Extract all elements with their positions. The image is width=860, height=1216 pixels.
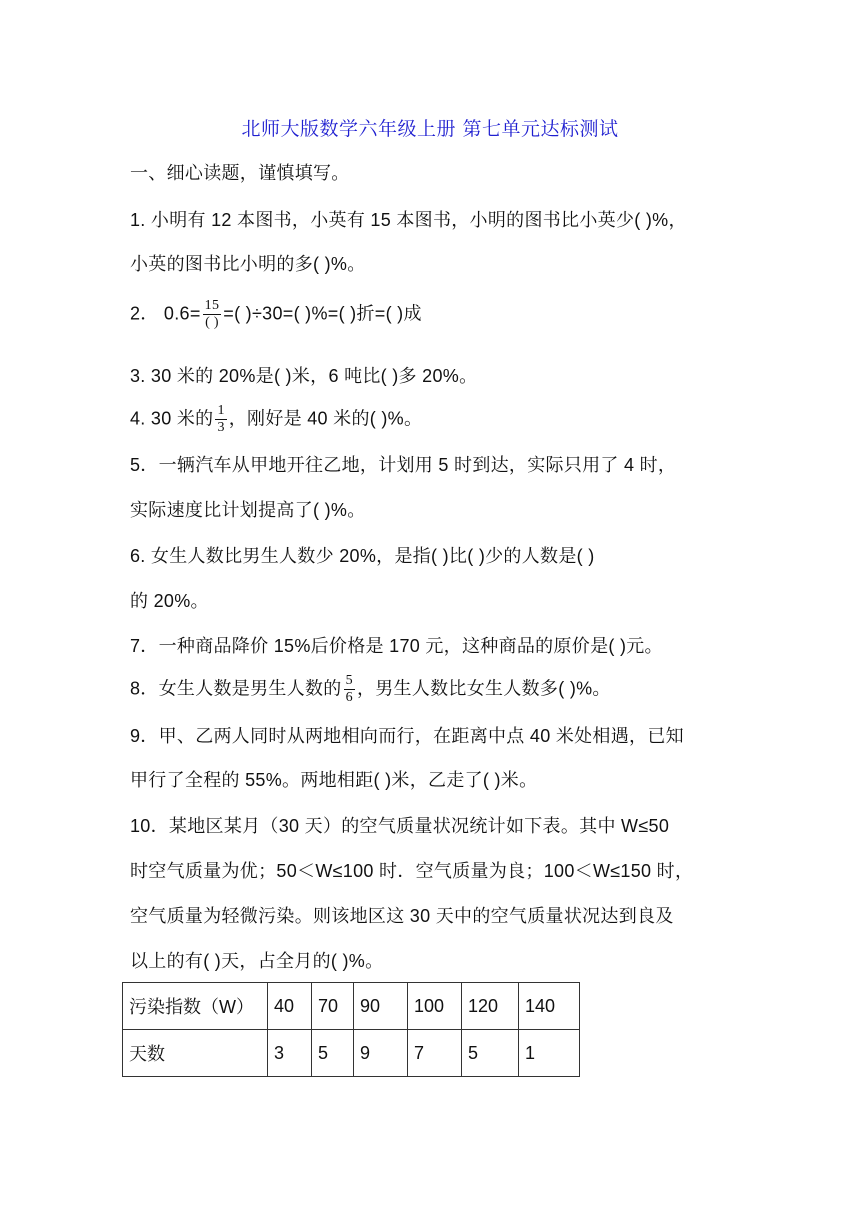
question-2 [130, 298, 422, 331]
fraction-denominator: 3 [217, 420, 225, 435]
table-header-cell: 天数 [123, 1030, 268, 1077]
fraction-numerator: 5 [345, 673, 353, 688]
fraction-numerator: 1 [217, 403, 225, 418]
question-2-rest: =( )÷30=( )%=( )折=( )成 [223, 303, 422, 324]
page-title: 北师大版数学六年级上册 第七单元达标测试 [241, 118, 619, 140]
question-4 [130, 403, 422, 436]
table-header-cell: 污染指数（W） [123, 983, 268, 1030]
question-4-prefix: 4. 30 米的 [130, 408, 214, 429]
table-cell: 1 [519, 1030, 580, 1077]
question-1-line-1: 1. 小明有 12 本图书，小英有 15 本图书，小明的图书比小英少( )%， [130, 210, 687, 230]
question-10-line-1: 10．某地区某月（30 天）的空气质量状况统计如下表。其中 W≤50 [130, 816, 670, 836]
air-quality-table [122, 982, 580, 1077]
question-8 [130, 673, 611, 706]
fraction-numerator: 15 [204, 298, 220, 313]
question-6-line-1: 6. 女生人数比男生人数少 20%，是指( )比( )少的人数是( ) [130, 546, 595, 566]
table-cell: 70 [312, 983, 354, 1030]
table-cell: 7 [408, 1030, 462, 1077]
question-5-line-1: 5．一辆汽车从甲地开往乙地，计划用 5 时到达，实际只用了 4 时， [130, 455, 677, 475]
question-2-fraction [203, 298, 222, 331]
question-4-fraction [215, 403, 226, 436]
question-10-line-3: 空气质量为轻微污染。则该地区这 30 天中的空气质量状况达到良及 [130, 906, 674, 926]
section-heading: 一、细心读题，谨慎填写。 [130, 163, 350, 183]
question-7: 7．一种商品降价 15%后价格是 170 元，这种商品的原价是( )元。 [130, 636, 663, 656]
table-cell: 3 [268, 1030, 312, 1077]
fraction-denominator: ( ) [205, 315, 219, 330]
table-cell: 120 [462, 983, 519, 1030]
table-cell: 90 [354, 983, 408, 1030]
question-3: 3. 30 米的 20%是( )米，6 吨比( )多 20%。 [130, 366, 478, 386]
table-cell: 9 [354, 1030, 408, 1077]
question-10-line-2: 时空气质量为优；50＜W≤100 时．空气质量为良；100＜W≤150 时， [130, 861, 694, 881]
question-6-line-2: 的 20%。 [130, 591, 209, 611]
table-cell: 140 [519, 983, 580, 1030]
question-4-rest: ，刚好是 40 米的( )%。 [228, 408, 423, 429]
question-8-fraction [344, 673, 355, 706]
table-row [123, 1030, 580, 1077]
question-1-line-2: 小英的图书比小明的多( )%。 [130, 254, 366, 274]
question-5-line-2: 实际速度比计划提高了( )%。 [130, 500, 366, 520]
question-9-line-1: 9．甲、乙两人同时从两地相向而行，在距离中点 40 米处相遇，已知 [130, 726, 684, 746]
question-10-line-4: 以上的有( )天，占全月的( )%。 [130, 951, 384, 971]
question-8-rest: ，男生人数比女生人数多( )%。 [356, 678, 611, 699]
question-2-prefix: 2． 0.6= [130, 303, 201, 324]
table-cell: 40 [268, 983, 312, 1030]
table-cell: 5 [462, 1030, 519, 1077]
table-row [123, 983, 580, 1030]
question-8-prefix: 8．女生人数是男生人数的 [130, 678, 342, 699]
question-9-line-2: 甲行了全程的 55%。两地相距( )米，乙走了( )米。 [130, 770, 538, 790]
table-cell: 100 [408, 983, 462, 1030]
fraction-denominator: 6 [345, 690, 353, 705]
table-cell: 5 [312, 1030, 354, 1077]
